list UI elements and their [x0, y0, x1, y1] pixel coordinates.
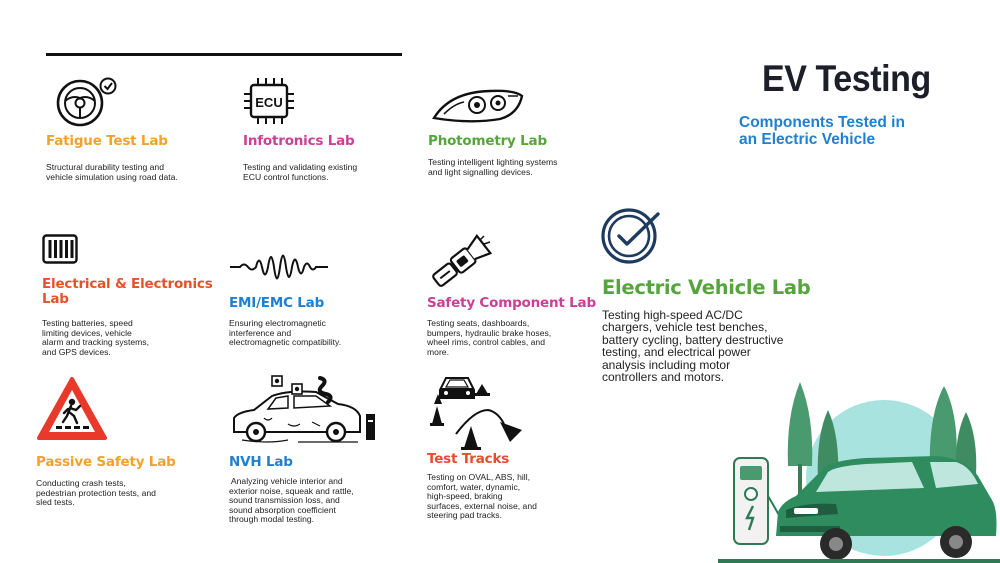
nvh-lab-title: NVH Lab: [229, 454, 293, 470]
desc-line: Testing intelligent lighting systems: [428, 157, 558, 167]
electric-vehicle-lab-title: Electric Vehicle Lab: [602, 276, 811, 299]
emi-emc-lab-title: EMI/EMC Lab: [229, 295, 325, 311]
nvh-lab-description: [229, 477, 354, 525]
fatigue-lab-title: Fatigue Test Lab: [46, 133, 168, 149]
desc-line: Analyzing vehicle interior and: [229, 476, 343, 486]
desc-line: more.: [427, 346, 449, 357]
desc-line: and GPS devices.: [42, 346, 111, 357]
desc-line: interference and: [229, 327, 292, 338]
passive-safety-lab-description: [36, 479, 156, 508]
subtitle-line-2: an Electric Vehicle: [739, 131, 876, 148]
steering-wheel-check-icon: [52, 76, 122, 128]
desc-line: steering pad tracks.: [427, 510, 502, 521]
desc-line: high-speed, braking: [427, 491, 503, 502]
desc-line: comfort, water, dynamic,: [427, 481, 521, 492]
desc-line: chargers, vehicle test benches,: [602, 320, 768, 335]
photometry-lab-title: Photometry Lab: [428, 133, 547, 149]
desc-line: pedestrian protection tests, and: [36, 487, 156, 498]
desc-line: ECU control functions.: [243, 171, 329, 182]
infotronics-lab-title: Infotronics Lab: [243, 133, 355, 149]
desc-line: vehicle simulation using road data.: [46, 171, 178, 182]
desc-line: Structural durability testing and: [46, 162, 164, 172]
desc-line: Testing on OVAL, ABS, hill,: [427, 472, 531, 482]
pedestrian-warning-icon: [36, 376, 108, 442]
check-circle-icon: [600, 206, 664, 266]
desc-line: Testing batteries, speed: [42, 318, 133, 328]
headlight-icon: [430, 88, 525, 124]
test-track-icon: [426, 376, 528, 452]
page-title: EV Testing: [762, 58, 931, 99]
desc-line: Ensuring electromagnetic: [229, 318, 326, 328]
waveform-icon: [230, 242, 328, 292]
desc-line: testing, and electrical power: [602, 345, 751, 360]
desc-line: controllers and motors.: [602, 370, 725, 385]
page-subtitle: [739, 114, 905, 148]
desc-line: and light signalling devices.: [428, 166, 533, 177]
safety-component-lab-title: Safety Component Lab: [427, 295, 596, 311]
desc-line: analysis including motor: [602, 357, 731, 372]
desc-line: Testing seats, dashboards,: [427, 318, 530, 328]
battery-icon: [42, 234, 78, 264]
photometry-lab-description: [428, 158, 557, 177]
desc-line: Testing high-speed AC/DC: [602, 308, 743, 322]
desc-line: battery cycling, battery destructive: [602, 332, 784, 347]
desc-line: Testing and validating existing: [243, 162, 358, 172]
desc-line: limiting devices, vehicle: [42, 327, 132, 338]
desc-line: wheel rims, control cables, and: [427, 337, 545, 348]
electrical-lab-description: [42, 319, 149, 357]
emi-emc-lab-description: [229, 319, 341, 348]
desc-line: electromagnetic compatibility.: [229, 337, 342, 348]
top-divider-line: [46, 53, 402, 56]
desc-line: surfaces, external noise, and: [427, 500, 537, 511]
test-tracks-title: Test Tracks: [427, 451, 510, 467]
electrical-lab-title: [42, 277, 213, 307]
desc-line: Conducting crash tests,: [36, 478, 126, 488]
test-tracks-description: [427, 473, 537, 521]
infotronics-lab-description: [243, 163, 357, 182]
ev-charging-illustration: [716, 376, 1000, 563]
electric-vehicle-lab-description: [602, 309, 783, 383]
ecu-chip-icon: [244, 76, 294, 126]
desc-line: sound absorption coefficient: [229, 504, 336, 515]
passive-safety-lab-title: Passive Safety Lab: [36, 454, 176, 470]
desc-line: through modal testing.: [229, 514, 315, 525]
desc-line: alarm and tracking systems,: [42, 337, 149, 348]
seatbelt-icon: [428, 234, 492, 292]
title-line-1: Electrical & Electronics: [42, 276, 213, 292]
fatigue-lab-description: [46, 163, 178, 182]
subtitle-line-1: Components Tested in: [739, 114, 905, 131]
desc-line: sound transmission loss, and: [229, 495, 340, 506]
desc-line: bumpers, hydraulic brake hoses,: [427, 327, 552, 338]
title-line-2: Lab: [42, 291, 69, 307]
nvh-car-icon: [228, 374, 380, 446]
desc-line: exterior noise, squeak and rattle,: [229, 485, 354, 496]
safety-component-lab-description: [427, 319, 551, 357]
ecu-label: ECU: [255, 95, 283, 110]
desc-line: sled tests.: [36, 497, 75, 508]
